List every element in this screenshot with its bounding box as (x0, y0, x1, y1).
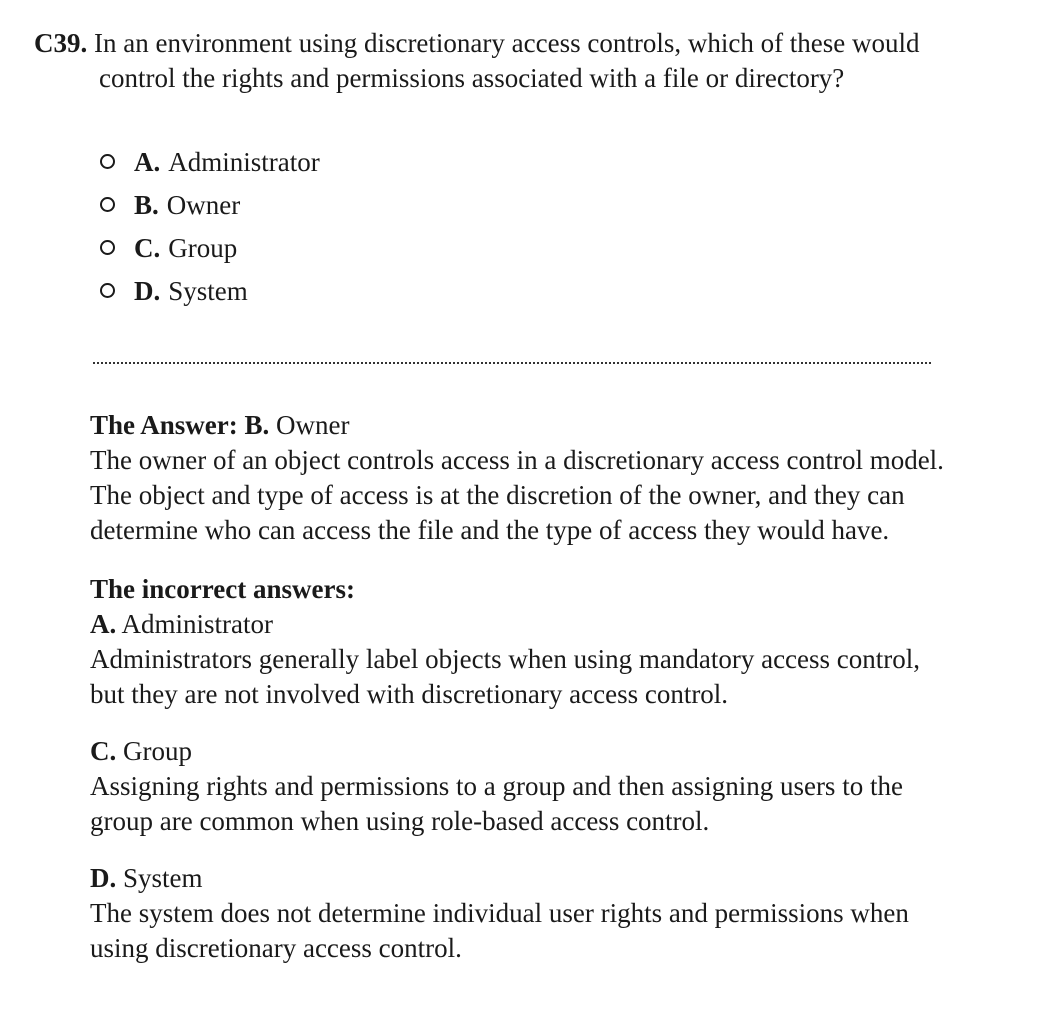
incorrect-choice: Group (123, 736, 192, 766)
radio-circle-icon[interactable] (100, 154, 115, 169)
answer-section (90, 408, 960, 966)
incorrect-explanation: Administrators generally label objects when using mandatory access control, but they are not involved with discretionary access control. (90, 644, 921, 709)
incorrect-heading: The incorrect answers: (90, 574, 355, 604)
incorrect-letter: D. (90, 863, 117, 893)
radio-circle-icon[interactable] (100, 240, 115, 255)
incorrect-letter: C. (90, 736, 117, 766)
question-text-line (34, 26, 934, 96)
option-a[interactable] (98, 140, 320, 183)
answer-explanation: The owner of an object controls access in a discretionary access control model. The object and type of access is at the discretion of the owner, and they can determine who can access the file and the type of access they would have. (90, 445, 944, 545)
incorrect-choice: Administrator (121, 609, 273, 639)
option-c[interactable] (98, 226, 320, 269)
option-text: Group (168, 232, 238, 263)
option-letter: B. (134, 189, 159, 220)
radio-circle-icon[interactable] (100, 197, 115, 212)
incorrect-explanation: The system does not determine individual user rights and permissions when using discretionary access control. (90, 898, 909, 963)
answer-choice: Owner (276, 410, 350, 440)
incorrect-choice: System (123, 863, 203, 893)
option-letter: C. (134, 232, 161, 263)
incorrect-letter: A. (90, 609, 117, 639)
incorrect-item-c-title (90, 734, 960, 769)
incorrect-item-d-title (90, 861, 960, 896)
question-text: In an environment using discretionary access controls, which of these would control the rights and permissions associated with a file or directory? (94, 28, 920, 93)
option-b[interactable] (98, 183, 320, 226)
incorrect-explanation: Assigning rights and permissions to a group and then assigning users to the group are common when using role-based access control. (90, 771, 903, 836)
incorrect-item-a-title (90, 607, 960, 642)
answer-heading-line (90, 408, 960, 443)
option-text: Administrator (168, 146, 320, 177)
answer-heading: The Answer: (90, 410, 238, 440)
radio-circle-icon[interactable] (100, 283, 115, 298)
option-d[interactable] (98, 269, 320, 312)
question-block (34, 26, 934, 96)
answer-letter: B. (244, 410, 270, 440)
option-letter: A. (134, 146, 161, 177)
question-number: C39. (34, 28, 88, 58)
dotted-divider (93, 362, 931, 364)
option-text: System (168, 275, 248, 306)
answer-options (98, 140, 320, 312)
option-letter: D. (134, 275, 161, 306)
option-text: Owner (166, 189, 241, 220)
